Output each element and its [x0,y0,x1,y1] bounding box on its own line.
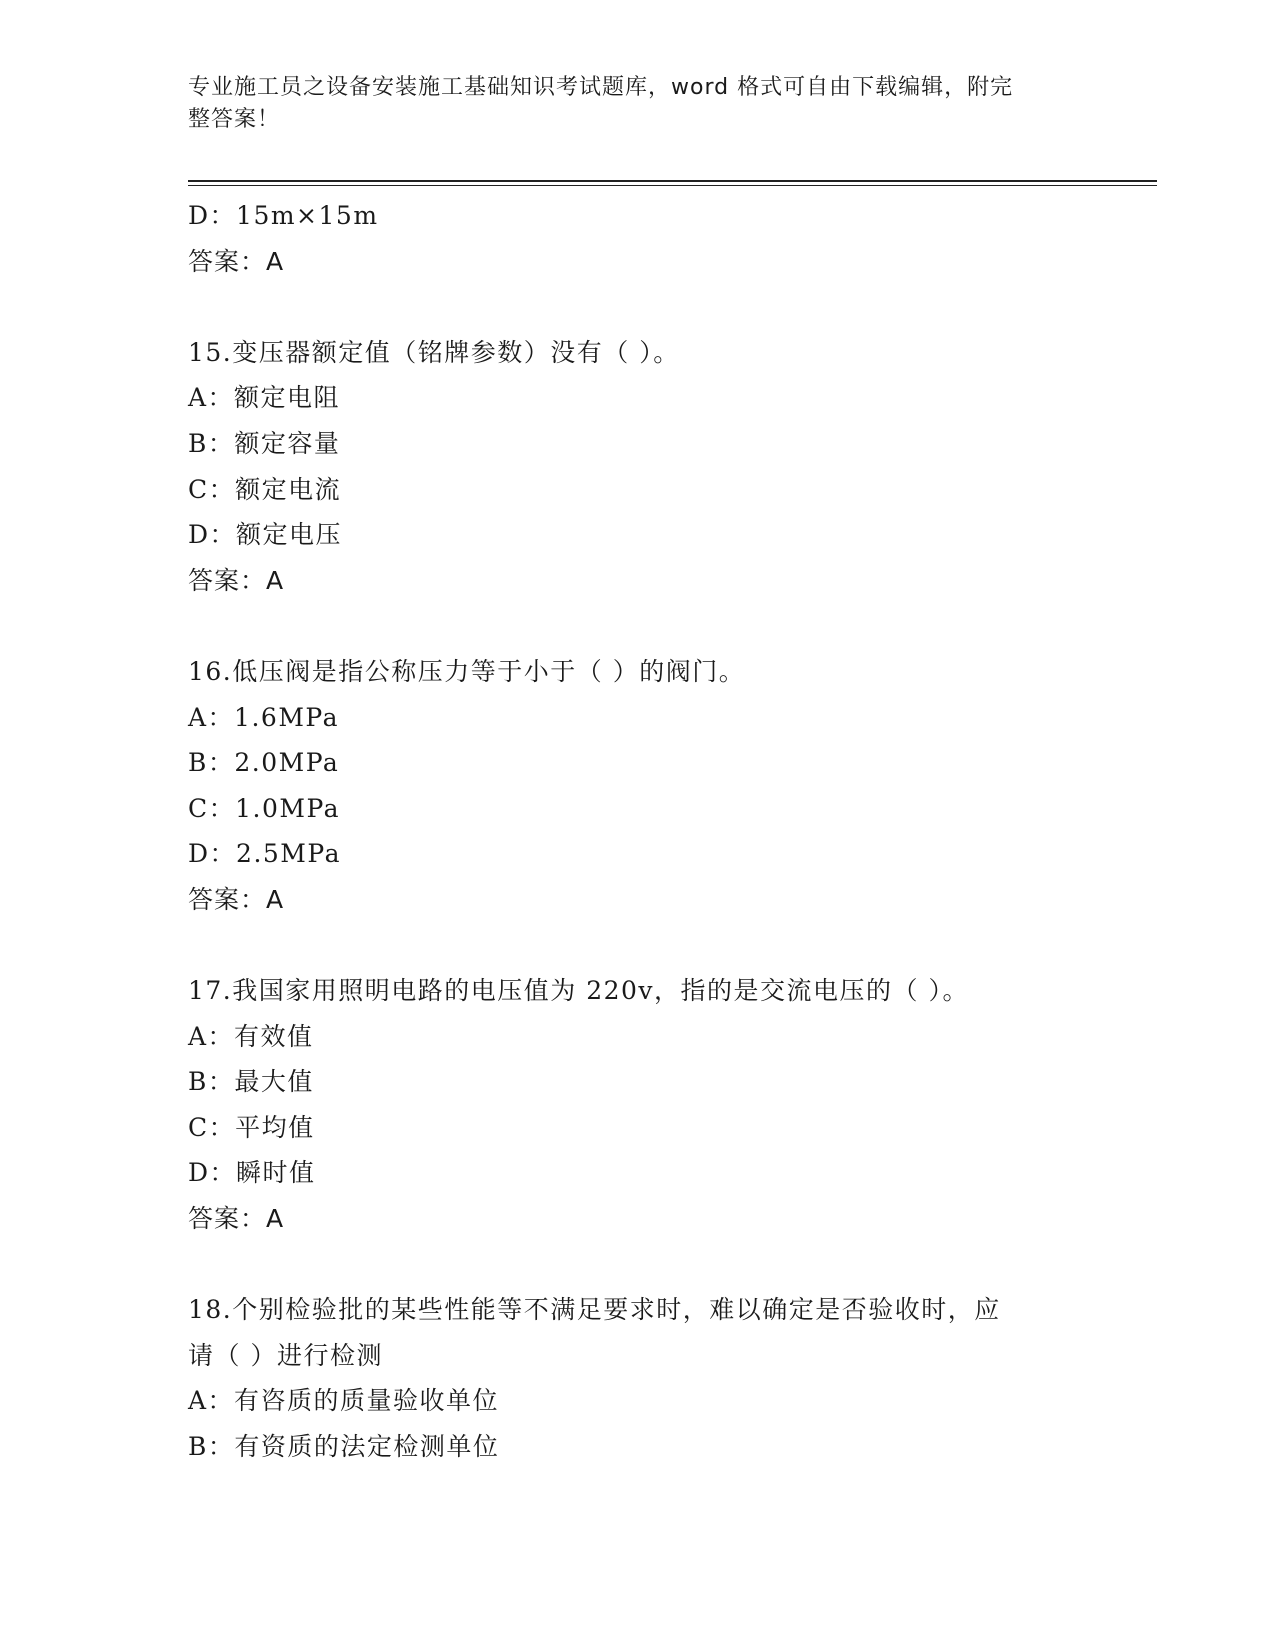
option-c: C：平均值 [188,1112,315,1142]
option-d: D：15m×15m [188,201,379,230]
spacer [188,603,1148,649]
question-stem-line-1: 18.个别检验批的某些性能等不满足要求时，难以确定是否验收时，应 [188,1295,1001,1325]
question-list [188,193,1148,1470]
option-c: C：额定电流 [188,474,342,504]
question-stem: 16.低压阀是指公称压力等于小于（ ）的阀门。 [188,656,746,686]
option-d: D：额定电压 [188,520,343,550]
option-d: D：瞬时值 [188,1158,316,1188]
answer-line: 答案：A [188,884,285,914]
option-d: D：2.5MPa [188,839,342,869]
option-a: A：1.6MPa [188,702,340,732]
option-b: B：2.0MPa [188,748,340,778]
question-stem: 15.变压器额定值（铭牌参数）没有（ ）。 [188,337,680,367]
option-b: B：额定容量 [188,428,341,458]
option-a: A：额定电阻 [188,383,341,413]
option-a: A：有咨质的质量验收单位 [188,1386,500,1416]
question-17 [188,968,1148,1242]
option-a: A：有效值 [188,1021,314,1051]
spacer [188,1242,1148,1288]
question-18 [188,1287,1148,1469]
question-stem-line-2: 请（ ）进行检测 [188,1340,383,1370]
header-rule-thick [188,180,1157,182]
option-c: C：1.0MPa [188,793,341,823]
question-15 [188,330,1148,604]
question-stem: 17.我国家用照明电路的电压值为 220v，指的是交流电压的（ ）。 [188,976,969,1006]
document-header [188,72,1088,136]
answer-line: 答案：A [188,1204,285,1234]
header-rule-thin [188,185,1157,186]
option-b: B：有资质的法定检测单位 [188,1432,500,1462]
answer-line: 答案：A [188,565,285,595]
question-16 [188,649,1148,923]
spacer [188,284,1148,330]
header-line-1: 专业施工员之设备安装施工基础知识考试题库，word 格式可自由下载编辑，附完 [188,75,1014,100]
header-line-2: 整答案！ [188,107,281,132]
answer-line: 答案：A [188,246,285,276]
option-b: B：最大值 [188,1067,314,1097]
spacer [188,923,1148,969]
